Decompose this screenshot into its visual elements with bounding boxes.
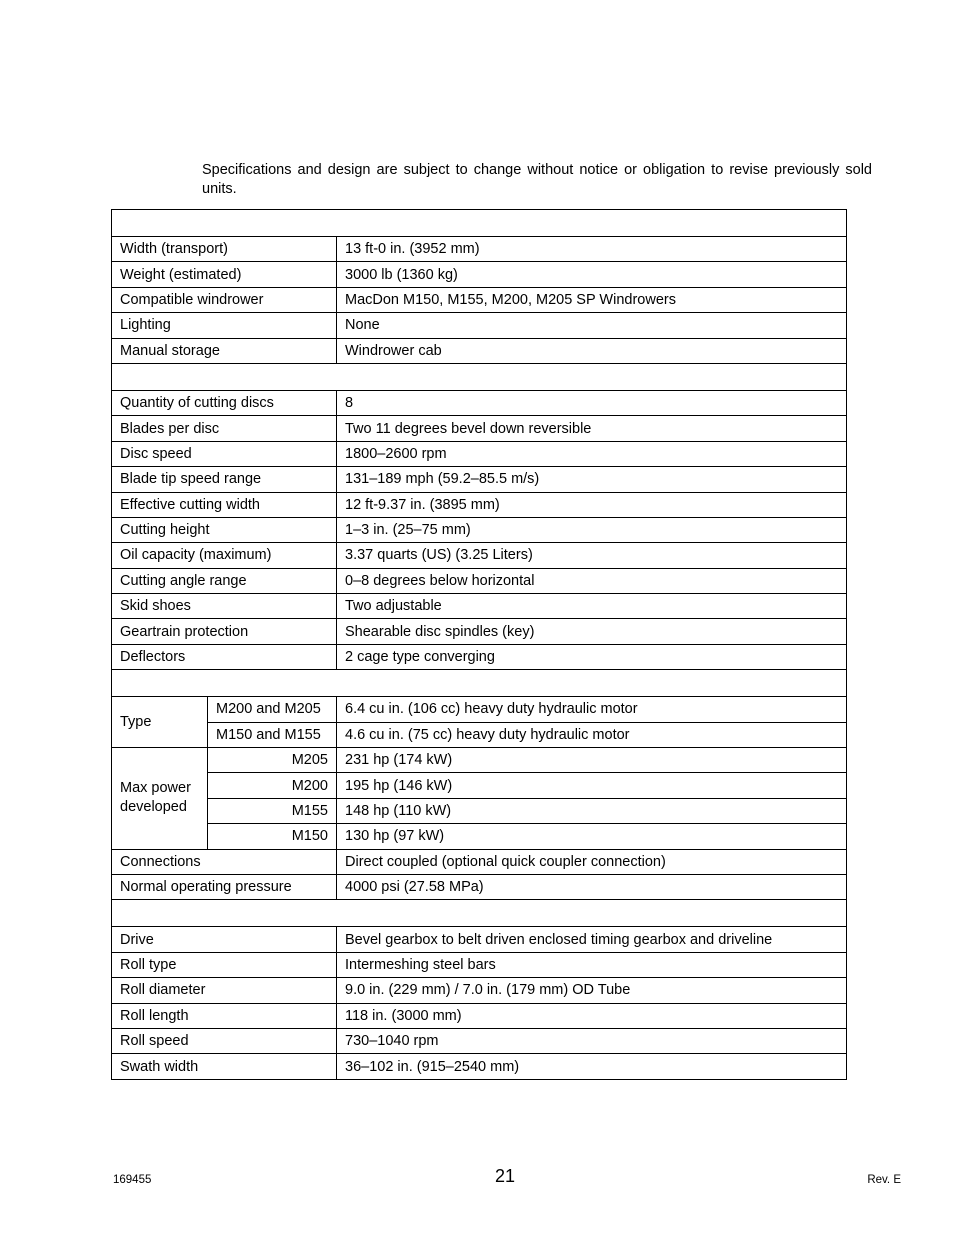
spec-value: 118 in. (3000 mm) bbox=[337, 1003, 847, 1028]
spec-label: Cutting height bbox=[112, 517, 337, 542]
power-model: M200 bbox=[208, 773, 337, 798]
spec-value: 0–8 degrees below horizontal bbox=[337, 568, 847, 593]
spec-value: Windrower cab bbox=[337, 338, 847, 363]
table-row bbox=[112, 416, 847, 441]
table-row bbox=[112, 237, 847, 262]
spec-value: Two adjustable bbox=[337, 594, 847, 619]
document-number: 169455 bbox=[113, 1174, 152, 1186]
power-model: M205 bbox=[208, 748, 337, 773]
spec-value: None bbox=[337, 313, 847, 338]
table-row bbox=[112, 952, 847, 977]
motor-model: M150 and M155 bbox=[208, 722, 337, 747]
power-model: M150 bbox=[208, 824, 337, 849]
spec-label: Roll type bbox=[112, 952, 337, 977]
table-row bbox=[112, 338, 847, 363]
spec-value: MacDon M150, M155, M200, M205 SP Windrowers bbox=[337, 287, 847, 312]
section-header-row bbox=[112, 670, 847, 697]
spec-label: Blade tip speed range bbox=[112, 467, 337, 492]
table-row bbox=[112, 722, 847, 747]
intro-text: Specifications and design are subject to change without notice or obligation to revise previously sold units. bbox=[202, 161, 872, 197]
specifications-table bbox=[111, 209, 847, 1080]
spec-value: Intermeshing steel bars bbox=[337, 952, 847, 977]
spec-label: Disc speed bbox=[112, 441, 337, 466]
spec-label: Cutting angle range bbox=[112, 568, 337, 593]
spec-value: Shearable disc spindles (key) bbox=[337, 619, 847, 644]
spec-label: Effective cutting width bbox=[112, 492, 337, 517]
table-row bbox=[112, 798, 847, 823]
table-row bbox=[112, 492, 847, 517]
table-row bbox=[112, 619, 847, 644]
table-row bbox=[112, 594, 847, 619]
section-header-cell bbox=[112, 210, 847, 237]
section-header-cell bbox=[112, 900, 847, 927]
table-row bbox=[112, 644, 847, 669]
max-power-label: Max power developed bbox=[112, 748, 208, 850]
spec-value: 2 cage type converging bbox=[337, 644, 847, 669]
table-row bbox=[112, 543, 847, 568]
spec-value: 13 ft-0 in. (3952 mm) bbox=[337, 237, 847, 262]
table-row bbox=[112, 313, 847, 338]
spec-value: 12 ft-9.37 in. (3895 mm) bbox=[337, 492, 847, 517]
spec-value: 4000 psi (27.58 MPa) bbox=[337, 874, 847, 899]
spec-value: 131–189 mph (59.2–85.5 m/s) bbox=[337, 467, 847, 492]
table-row bbox=[112, 1003, 847, 1028]
table-row bbox=[112, 441, 847, 466]
table-row bbox=[112, 467, 847, 492]
table-row bbox=[112, 849, 847, 874]
spec-value: 4.6 cu in. (75 cc) heavy duty hydraulic motor bbox=[337, 722, 847, 747]
motor-type-label: Type bbox=[112, 697, 208, 748]
spec-label: Deflectors bbox=[112, 644, 337, 669]
table-row bbox=[112, 390, 847, 415]
spec-label: Roll speed bbox=[112, 1028, 337, 1053]
spec-label: Blades per disc bbox=[112, 416, 337, 441]
spec-label: Oil capacity (maximum) bbox=[112, 543, 337, 568]
spec-label: Roll diameter bbox=[112, 978, 337, 1003]
spec-value: 3.37 quarts (US) (3.25 Liters) bbox=[337, 543, 847, 568]
spec-value: 130 hp (97 kW) bbox=[337, 824, 847, 849]
spec-label: Lighting bbox=[112, 313, 337, 338]
section-header-row bbox=[112, 900, 847, 927]
table-row bbox=[112, 262, 847, 287]
spec-value: 195 hp (146 kW) bbox=[337, 773, 847, 798]
spec-value: 9.0 in. (229 mm) / 7.0 in. (179 mm) OD Tube bbox=[337, 978, 847, 1003]
spec-label: Roll length bbox=[112, 1003, 337, 1028]
spec-value: 730–1040 rpm bbox=[337, 1028, 847, 1053]
power-model: M155 bbox=[208, 798, 337, 823]
spec-value: Direct coupled (optional quick coupler connection) bbox=[337, 849, 847, 874]
table-row bbox=[112, 874, 847, 899]
spec-label: Drive bbox=[112, 927, 337, 952]
table-row bbox=[112, 978, 847, 1003]
spec-label: Geartrain protection bbox=[112, 619, 337, 644]
section-header-row bbox=[112, 363, 847, 390]
table-row bbox=[112, 517, 847, 542]
table-row bbox=[112, 568, 847, 593]
table-row bbox=[112, 697, 847, 722]
section-header-cell bbox=[112, 363, 847, 390]
spec-label: Connections bbox=[112, 849, 337, 874]
spec-value: 1–3 in. (25–75 mm) bbox=[337, 517, 847, 542]
spec-value: Two 11 degrees bevel down reversible bbox=[337, 416, 847, 441]
table-row bbox=[112, 287, 847, 312]
spec-value: 1800–2600 rpm bbox=[337, 441, 847, 466]
spec-value: 6.4 cu in. (106 cc) heavy duty hydraulic motor bbox=[337, 697, 847, 722]
section-header-cell bbox=[112, 670, 847, 697]
spec-label: Compatible windrower bbox=[112, 287, 337, 312]
spec-label: Normal operating pressure bbox=[112, 874, 337, 899]
table-row bbox=[112, 1054, 847, 1079]
page-number: 21 bbox=[494, 1166, 516, 1186]
section-header-row bbox=[112, 210, 847, 237]
spec-value: 3000 lb (1360 kg) bbox=[337, 262, 847, 287]
spec-value: Bevel gearbox to belt driven enclosed timing gearbox and driveline bbox=[337, 927, 847, 952]
motor-model: M200 and M205 bbox=[208, 697, 337, 722]
spec-value: 36–102 in. (915–2540 mm) bbox=[337, 1054, 847, 1079]
table-row bbox=[112, 824, 847, 849]
spec-label: Manual storage bbox=[112, 338, 337, 363]
spec-label: Skid shoes bbox=[112, 594, 337, 619]
spec-label: Weight (estimated) bbox=[112, 262, 337, 287]
table-row bbox=[112, 1028, 847, 1053]
spec-label: Quantity of cutting discs bbox=[112, 390, 337, 415]
spec-value: 231 hp (174 kW) bbox=[337, 748, 847, 773]
spec-value: 8 bbox=[337, 390, 847, 415]
table-row bbox=[112, 773, 847, 798]
spec-value: 148 hp (110 kW) bbox=[337, 798, 847, 823]
spec-label: Swath width bbox=[112, 1054, 337, 1079]
table-row bbox=[112, 927, 847, 952]
revision-label: Rev. E bbox=[867, 1174, 901, 1186]
table-row bbox=[112, 748, 847, 773]
spec-label: Width (transport) bbox=[112, 237, 337, 262]
